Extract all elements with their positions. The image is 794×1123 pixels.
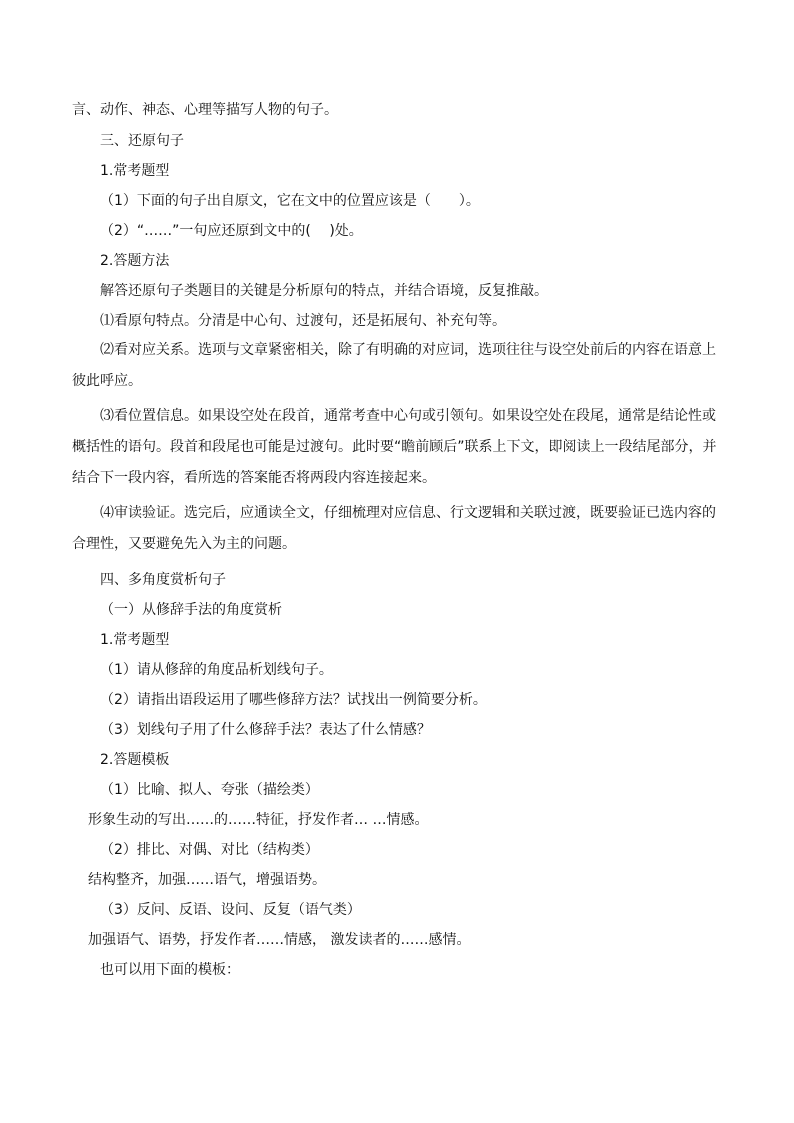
subsection-heading-rhetoric: （一）从修辞手法的角度赏析	[100, 602, 282, 618]
question-type-item: （3）划线句子用了什么修辞手法？表达了什么情感？	[100, 722, 431, 738]
paragraph: 解答还原句子类题目的关键是分析原句的特点，并结合语境，反复推敲。	[100, 283, 548, 299]
question-type-item: （1）请从修辞的角度品析划线句子。	[100, 662, 333, 678]
template-category: （2）排比、对偶、对比（结构类）	[100, 842, 319, 858]
question-type-item: （2）“……”一句应还原到文中的( )处。	[100, 223, 363, 239]
method-item: ⑵看对应关系。选项与文章紧密相关，除了有明确的对应词，选项往往与设空处前后的内容在语意上彼此呼应。	[72, 342, 716, 389]
template-text: 结构整齐，加强……语气，增强语势。	[88, 872, 326, 888]
method-item: ⑶看位置信息。如果设空处在段首，通常考查中心句或引领句。如果设空处在段尾，通常是结论性或概括性的语句。段首和段尾也可能是过渡句。此时要“瞻前顾后”联系上下文，即阅读上一段结尾部分，并结合下一段内容，看所选的答案能否将两段内容连接起来。	[72, 408, 717, 486]
template-text: 形象生动的写出……的……特征，抒发作者… …情感。	[88, 812, 429, 828]
template-category: （1）比喻、拟人、夸张（描绘类）	[100, 782, 319, 798]
subheading-answer-method: 2.答题方法	[100, 253, 170, 269]
method-item: ⑷审读验证。选完后，应通读全文，仔细梳理对应信息、行文逻辑和关联过渡，既要验证已选内容的合理性，又要避免先入为主的问题。	[72, 505, 716, 552]
subheading-answer-template: 2.答题模板	[100, 752, 170, 768]
section-heading-restore-sentence: 三、还原句子	[100, 133, 184, 149]
continued-text: 言、动作、神态、心理等描写人物的句子。	[72, 102, 338, 118]
document-page	[72, 96, 722, 980]
subheading-question-types: 1.常考题型	[100, 632, 170, 648]
question-type-item: （2）请指出语段运用了哪些修辞方法？试找出一例简要分析。	[100, 692, 487, 708]
template-category: （3）反问、反语、设问、反复（语气类）	[100, 902, 361, 918]
section-heading-multi-angle: 四、多角度赏析句子	[100, 572, 226, 588]
method-item: ⑴看原句特点。分清是中心句、过渡句，还是拓展句、补充句等。	[100, 313, 506, 329]
paragraph: 也可以用下面的模板：	[100, 962, 240, 978]
question-type-item: （1）下面的句子出自原文，它在文中的位置应该是（ ）。	[100, 193, 480, 209]
subheading-question-types: 1.常考题型	[100, 163, 170, 179]
template-text: 加强语气、语势，抒发作者……情感， 激发读者的……感情。	[88, 932, 471, 948]
